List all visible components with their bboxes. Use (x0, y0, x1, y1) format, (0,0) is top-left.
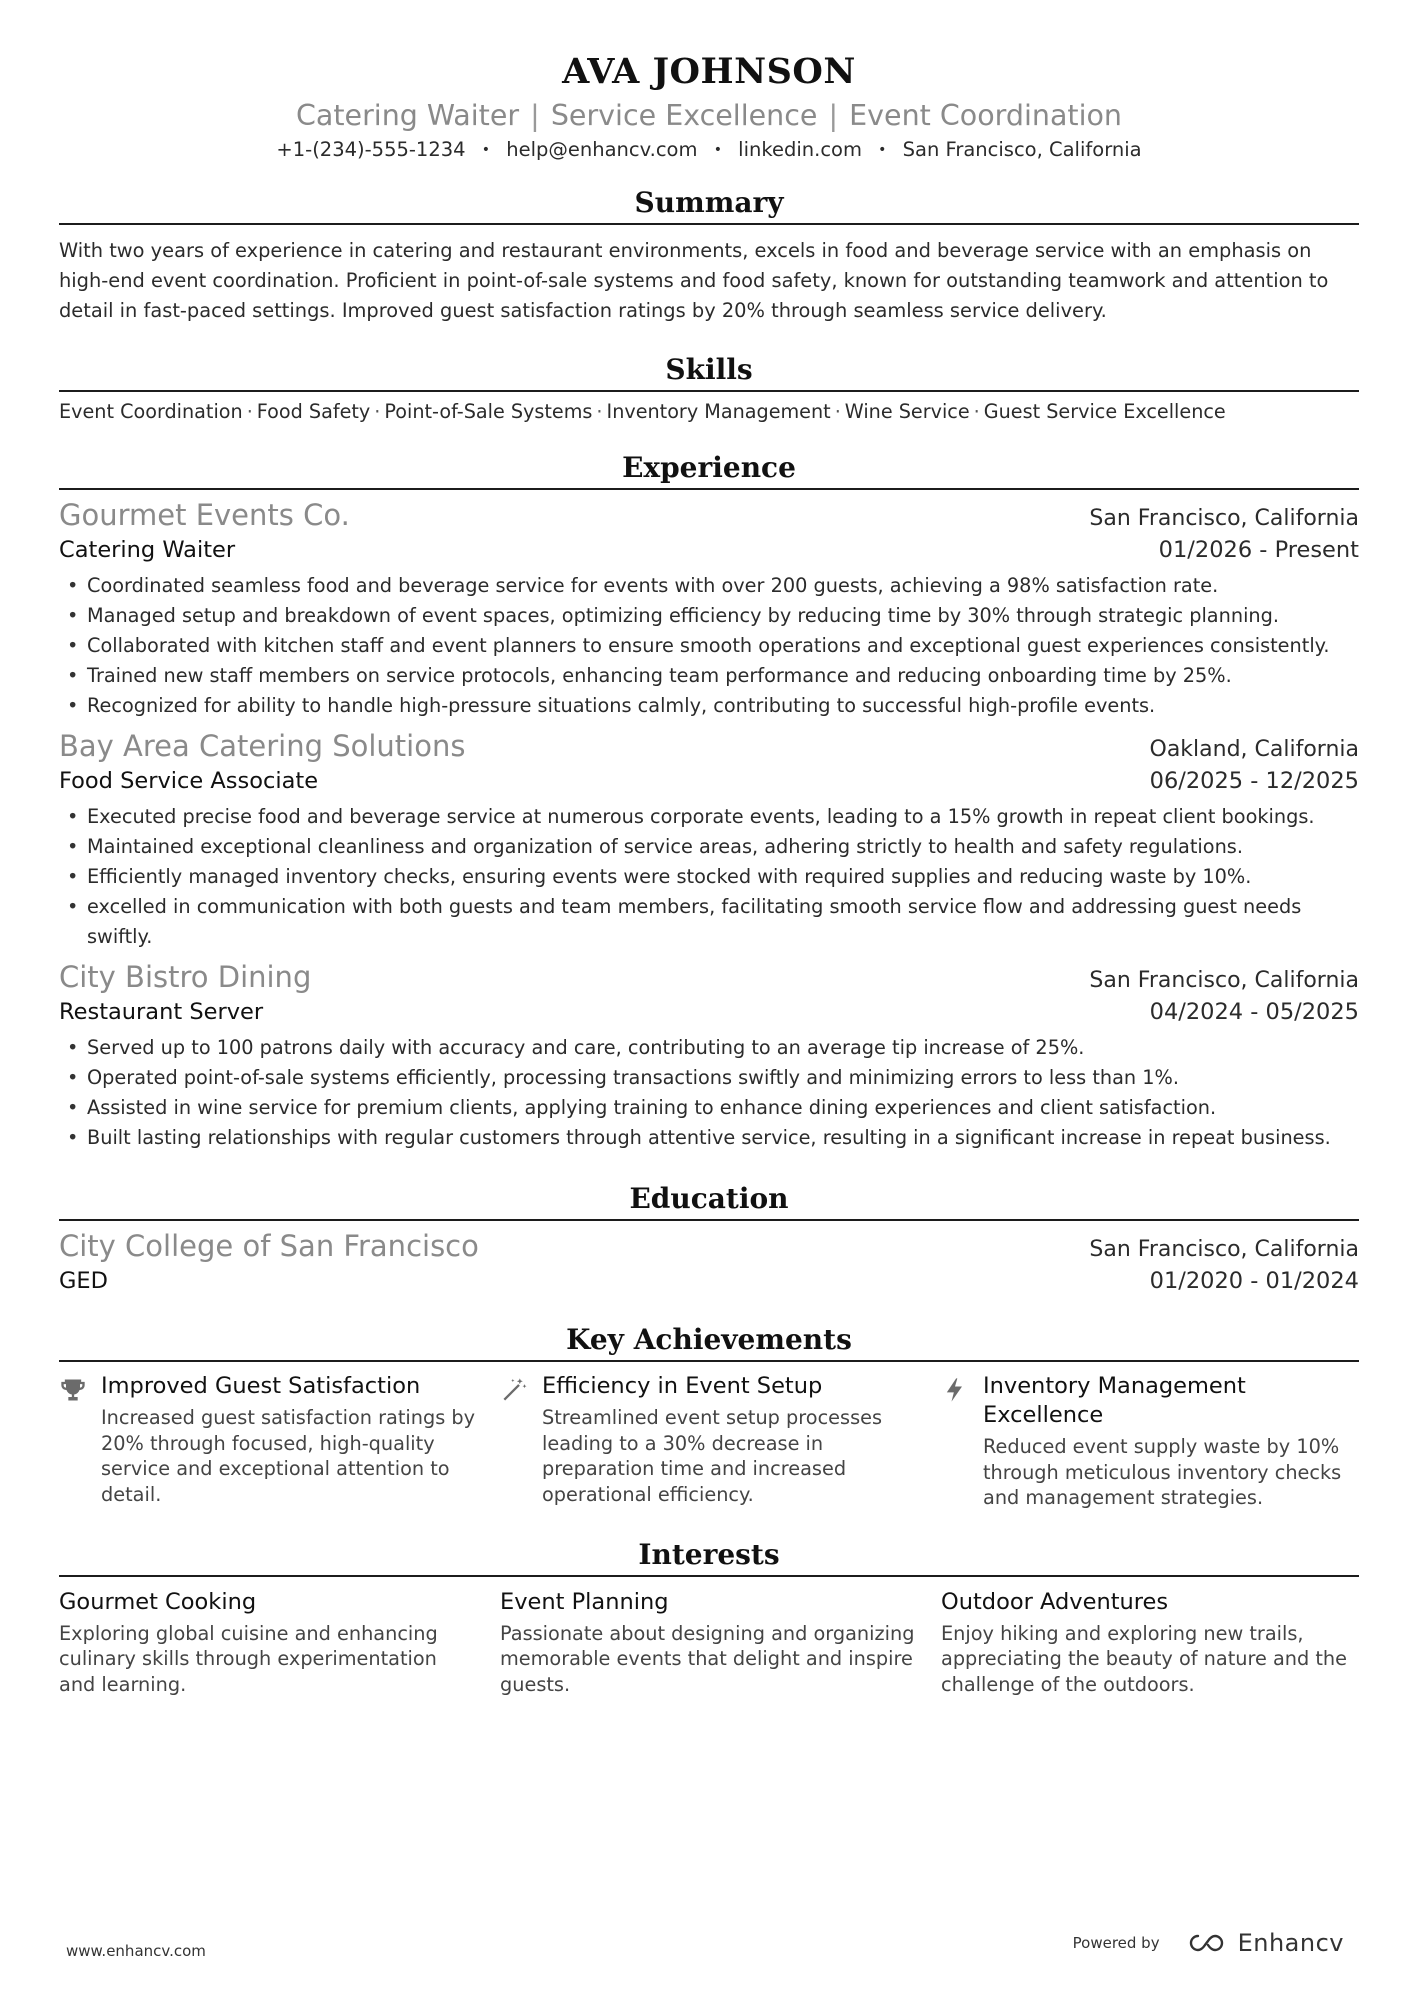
brand-name: Enhancv (1237, 1929, 1344, 1957)
skill-item: Event Coordination (59, 400, 243, 423)
list-item: • Coordinated seamless food and beverage service for events with over 200 guests, achieving a 98% satisfaction rate. (59, 571, 1359, 601)
job-title: Food Service Associate (59, 768, 319, 794)
skill-separator: · (973, 400, 980, 423)
degree: GED (59, 1268, 108, 1294)
brand-logo (1186, 1929, 1344, 1957)
section-divider (59, 1575, 1359, 1577)
achievement-card (941, 1372, 1359, 1511)
interest-card (59, 1585, 477, 1698)
section-title: Skills (665, 353, 753, 386)
skill-item: Guest Service Excellence (983, 400, 1226, 423)
achievement-card (500, 1372, 918, 1511)
interest-description: Exploring global cuisine and enhancing culinary skills through experimentation and learning. (59, 1621, 438, 1696)
skill-separator: · (596, 400, 603, 423)
section-title: Education (629, 1182, 789, 1215)
section-divider (59, 1219, 1359, 1221)
list-item: • Operated point-of-sale systems efficiently, processing transactions swiftly and minimizing errors to less than 1%. (59, 1063, 1359, 1093)
skills-list (59, 398, 1359, 426)
skill-item: Point-of-Sale Systems (384, 400, 593, 423)
skill-item: Inventory Management (606, 400, 831, 423)
tagline-item: Service Excellence (550, 99, 818, 132)
school-location: San Francisco, California (1089, 1237, 1359, 1262)
tagline-separator: | (530, 99, 540, 132)
linkedin-link[interactable]: linkedin.com (738, 138, 862, 161)
achievements-section (59, 1320, 1359, 1511)
interest-title: Outdoor Adventures (941, 1588, 1169, 1615)
achievement-title: Inventory Management Excellence (983, 1373, 1246, 1428)
contact-separator: • (481, 142, 491, 158)
job-dates: 06/2025 - 12/2025 (1149, 768, 1359, 794)
skill-separator: · (834, 400, 841, 423)
powered-by-badge[interactable] (1073, 1929, 1344, 1957)
enhancv-logo-icon (1186, 1932, 1230, 1954)
school-name: City College of San Francisco (59, 1229, 479, 1263)
interest-description: Enjoy hiking and exploring new trails, appreciating the beauty of nature and the challenge of the outdoors. (941, 1621, 1348, 1696)
tagline (59, 97, 1359, 135)
email-link[interactable]: help@enhancv.com (506, 138, 698, 161)
list-item: • Built lasting relationships with regular customers through attentive service, resulting in a significant increase in repeat business. (59, 1123, 1359, 1153)
achievement-list (59, 802, 1359, 952)
education-dates: 01/2020 - 01/2024 (1149, 1268, 1359, 1294)
summary-section (59, 183, 1359, 326)
achievement-description: Increased guest satisfaction ratings by 20% through focused, high-quality service and exceptional attention to detail. (101, 1406, 476, 1506)
location-text: San Francisco, California (902, 138, 1142, 161)
lightning-bolt-icon (941, 1372, 983, 1511)
job-title: Catering Waiter (59, 537, 236, 563)
list-item: • Recognized for ability to handle high-pressure situations calmly, contributing to successful high-profile events. (59, 691, 1359, 721)
interest-card (500, 1585, 918, 1698)
list-item: • excelled in communication with both guests and team members, facilitating smooth service flow and addressing guest needs swiftly. (59, 892, 1359, 952)
trophy-icon (59, 1372, 101, 1511)
section-divider (59, 223, 1359, 225)
education-section (59, 1179, 1359, 1298)
contact-separator: • (878, 142, 887, 158)
job-title: Restaurant Server (59, 999, 264, 1025)
achievement-list (59, 571, 1359, 721)
achievement-title: Improved Guest Satisfaction (101, 1373, 421, 1399)
contact-info (59, 135, 1359, 165)
resume-page (59, 0, 1359, 1697)
experience-entry (59, 727, 1359, 952)
tagline-item: Catering Waiter (296, 99, 520, 132)
summary-text: With two years of experience in catering and restaurant environments, excels in food and beverage service with an emphasis on high-end event coordination. Proficient in point-of-sale systems and food safety, known for outstanding teamwork and attention to detail in fast-paced settings. Improved guest satisfaction ratings by 20% through seamless service delivery. (59, 239, 1329, 322)
section-title: Summary (634, 186, 784, 219)
job-dates: 01/2026 - Present (1158, 537, 1359, 563)
tagline-separator: | (828, 99, 839, 132)
section-divider (59, 1360, 1359, 1362)
job-location: San Francisco, California (1089, 506, 1359, 531)
list-item: • Assisted in wine service for premium clients, applying training to enhance dining experiences and client satisfaction. (59, 1093, 1359, 1123)
achievement-title: Efficiency in Event Setup (542, 1373, 823, 1399)
list-item: • Managed setup and breakdown of event spaces, optimizing efficiency by reducing time by 30% through strategic planning. (59, 601, 1359, 631)
list-item: • Collaborated with kitchen staff and event planners to ensure smooth operations and exceptional guest experiences consistently. (59, 631, 1359, 661)
section-title: Experience (622, 451, 796, 484)
education-entry (59, 1227, 1359, 1298)
list-item: • Served up to 100 patrons daily with accuracy and care, contributing to an average tip increase of 25%. (59, 1033, 1359, 1063)
contact-separator: • (713, 142, 722, 158)
company-name: Gourmet Events Co. (59, 498, 350, 532)
tagline-item: Event Coordination (849, 99, 1122, 132)
achievement-card (59, 1372, 477, 1511)
company-name: Bay Area Catering Solutions (59, 729, 466, 763)
interests-section (59, 1535, 1359, 1698)
experience-entry (59, 958, 1359, 1153)
phone-number[interactable]: +1-(234)-555-1234 (276, 138, 466, 161)
job-location: Oakland, California (1149, 737, 1359, 762)
company-name: City Bistro Dining (59, 960, 312, 994)
skill-item: Food Safety (256, 400, 371, 423)
list-item: • Efficiently managed inventory checks, ensuring events were stocked with required supplies and reducing waste by 10%. (59, 862, 1359, 892)
section-title: Interests (638, 1537, 780, 1571)
skill-separator: · (374, 400, 381, 423)
list-item: • Executed precise food and beverage service at numerous corporate events, leading to a 15% growth in repeat client bookings. (59, 802, 1359, 832)
skill-separator: · (246, 400, 253, 423)
interest-card (941, 1585, 1359, 1698)
candidate-name: AVA JOHNSON (562, 51, 856, 92)
achievement-list (59, 1033, 1359, 1153)
achievement-description: Streamlined event setup processes leading to a 30% decrease in preparation time and increased operational efficiency. (542, 1406, 883, 1506)
list-item: • Maintained exceptional cleanliness and organization of service areas, adhering strictly to health and safety regulations. (59, 832, 1359, 862)
job-dates: 04/2024 - 05/2025 (1149, 999, 1359, 1025)
job-location: San Francisco, California (1089, 968, 1359, 993)
experience-section (59, 448, 1359, 1153)
interest-description: Passionate about designing and organizing memorable events that delight and inspire guests. (500, 1621, 915, 1696)
section-title: Key Achievements (566, 1323, 852, 1356)
section-divider (59, 488, 1359, 490)
website-link[interactable]: www.enhancv.com (66, 1942, 206, 1960)
interest-title: Event Planning (500, 1588, 669, 1615)
section-divider (59, 390, 1359, 392)
skills-section (59, 350, 1359, 426)
powered-by-label: Powered by (1072, 1934, 1160, 1952)
interest-title: Gourmet Cooking (59, 1588, 257, 1615)
skill-item: Wine Service (844, 400, 970, 423)
magic-wand-icon (500, 1372, 542, 1511)
achievement-description: Reduced event supply waste by 10% through meticulous inventory checks and management strategies. (983, 1435, 1342, 1509)
list-item: • Trained new staff members on service protocols, enhancing team performance and reducing onboarding time by 25%. (59, 661, 1359, 691)
experience-entry (59, 496, 1359, 721)
